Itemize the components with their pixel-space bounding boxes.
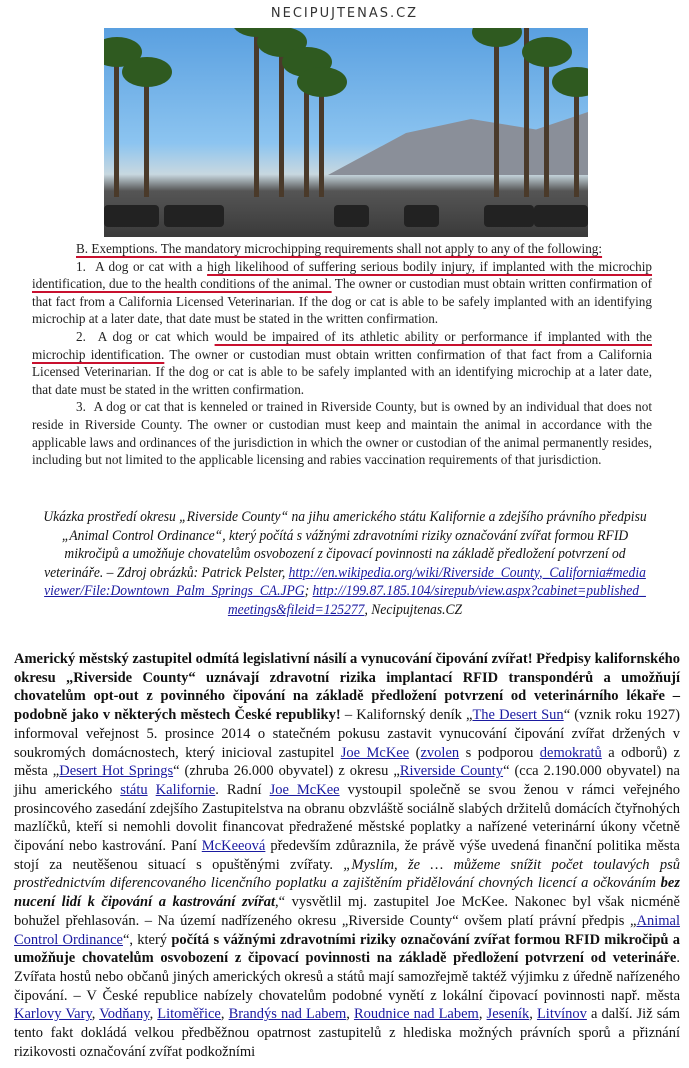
article-text: , — [220, 1006, 229, 1023]
image-caption — [43, 508, 648, 619]
car — [534, 205, 588, 227]
article-body — [14, 650, 680, 1061]
ordinance-heading: B. Exemptions. The mandatory microchipping requirements shall not apply to any of the following: — [76, 241, 603, 256]
car — [484, 205, 534, 227]
car — [334, 205, 369, 227]
palm-tree — [574, 77, 579, 197]
article-link[interactable]: zvolen — [420, 744, 460, 761]
caption-text: Ukázka prostředí okresu „Riverside County“ na jihu amerického státu Kalifornie a zdejšího právního předpisu „Animal Control Ordinance“, který počítá s vážnými zdravotními riziky označování zvířat formou RFID mikročipů a umožňuje chovatelům osvobození z čipovací povinnosti na základě předložení potvrzení od veterináře. – Zdroj obrázků: Patrick Pelster, — [43, 509, 647, 581]
palm-tree — [114, 47, 119, 197]
article-text: – Kalifornský deník „ — [340, 707, 473, 724]
article-link[interactable]: Karlovy Vary — [14, 1006, 92, 1023]
article-link[interactable]: demokratů — [539, 744, 602, 761]
article-link[interactable]: Litoměřice — [157, 1006, 221, 1023]
ordinance-excerpt-image — [32, 240, 652, 469]
article-text: vystoupil společně se svou ženou v rámci veřejného prosincového zasedání zdejšího Zastupitelstva na obranu obzvláště sociálně slabých držitelů domácích čtyřnohých mazlíčků, kteří si nemohli dovolit financovat předražené městské poplatky a nařízené veterinární úkony včetně čipování nebo kastrování. Paní — [14, 781, 680, 855]
article-text — [148, 782, 156, 798]
article-text: “ (zhruba 26.000 obyvatel) z okresu „ — [173, 763, 400, 780]
caption-tail: , Necipujtenas.CZ — [364, 601, 463, 618]
article-text: , — [346, 1006, 354, 1023]
ordinance-item-number: 3. — [76, 399, 86, 415]
article-text: ( — [409, 744, 421, 761]
article-link[interactable]: The Desert Sun — [472, 707, 564, 724]
ordinance-item-text: A dog or cat that is kenneled or trained in Riverside County, but is owned by an individual that does not reside in Riverside County. The owner or custodian must keep and maintain the animal in accordance with the applicable laws and ordinances of the jurisdiction in which the owner or custodian of the animal permanently resides, including but not limited to the applicable licensing and rabies vaccination requirements of that jurisdiction. — [32, 399, 653, 468]
palm-tree — [144, 67, 149, 197]
car — [164, 205, 224, 227]
article-link[interactable]: Joe McKee — [340, 744, 410, 761]
ordinance-item-text: The owner or custodian must obtain written confirmation of that fact from a California Licensed Veterinarian. If the dog or cat is able to be safely implanted with an identifying microchip at a later date, that date must be stated in the written confirmation. — [32, 276, 652, 327]
article-text: , — [529, 1006, 537, 1023]
car — [104, 205, 159, 227]
article-link[interactable]: Litvínov — [536, 1006, 587, 1023]
article-text: “, který — [122, 931, 172, 948]
ordinance-item-text: A dog or cat with a — [95, 258, 208, 274]
article-text: a odborů) z města „ — [14, 744, 680, 780]
article-link[interactable]: Roudnice nad Labem — [353, 1006, 479, 1023]
ordinance-item-number: 2. — [76, 328, 86, 344]
ordinance-item — [32, 328, 652, 398]
article-text: bez nucení lidí k čipování a kastrování zvířat — [14, 875, 680, 911]
article-text: a další. Již sám tento fakt dokládá velkou předběžnou opatrnost zastupitelů z hlediska možných právních sporů a přiznání rizikovosti označování zvířat podkožními — [14, 1006, 681, 1060]
article-link[interactable]: Vodňany — [99, 1006, 150, 1023]
article-text: . Zvířata hostů nebo občanů jiných amerických okresů a států mají samozřejmě taktéž výjimku z úředně nařízeného čipování. – V České republice nabízely chovatelům podobné vynětí z lokální čipovací povinnosti např. města — [14, 950, 680, 1004]
palm-tree — [254, 28, 259, 197]
source-link-wikipedia[interactable]: http://en.wikipedia.org/wiki/Riverside_County,_California#mediaviewer/File:Downtown_Palm_Springs_CA.JPG — [44, 564, 646, 599]
article-text: . Radní — [215, 781, 270, 798]
article-text: , — [478, 1006, 487, 1023]
ordinance-item — [32, 258, 652, 328]
article-link[interactable]: McKeeová — [201, 838, 266, 855]
article-link[interactable]: Desert Hot Springs — [59, 763, 174, 780]
caption-separator: ; — [304, 583, 313, 599]
article-link[interactable]: Brandýs nad Labem — [228, 1006, 347, 1023]
article-link[interactable]: Joe McKee — [269, 781, 340, 798]
ordinance-item-highlight: would be impaired of its athletic ability or performance if implanted with the microchip identification. — [32, 328, 652, 362]
palm-tree — [544, 47, 549, 197]
article-text: Americký městský zastupitel odmítá legislativní násilí a vynucování čipování zvířat! Předpisy kalifornského okresu „Riverside County“ uznávají zdravotní rizika implantací RFID transpondérů a umožňují chovatelům opt-out z povinného čipování na základě předložení potvrzení od veterinárního lékaře – podobně jako v některých městech České republiky! — [14, 651, 680, 724]
mountains — [328, 105, 588, 175]
ordinance-item-text: The owner or custodian must obtain written confirmation of that fact from a California Licensed Veterinarian. If the dog or cat is able to be safely implanted with an identifying microchip at a later date, that date must be stated in the written confirmation. — [32, 346, 652, 397]
palm-springs-street-photo — [104, 28, 588, 237]
article-text: , — [149, 1006, 158, 1023]
article-text: „Myslím, že … můžeme snížit počet toulavých psů prostřednictvím diferencovaného licenčního poplatku a zajištěním přidělování chovných licencí a očkováním — [14, 856, 680, 892]
ordinance-item-number: 1. — [76, 258, 86, 274]
article-link[interactable]: Jeseník — [486, 1006, 530, 1023]
article-text: “ (vznik roku 1927) informoval veřejnost 5. prosince 2014 o statečném pokusu zastavit vynucování čipování zvířat držených v soukromých domácnostech, který inicioval zastupitel — [14, 707, 681, 761]
palm-tree — [319, 77, 324, 197]
article-text: počítá s vážnými zdravotními riziky označování zvířat formou RFID mikročipů a umožňuje chovatelům osvobození z čipovací povinnosti na základě předložení potvrzení od veterináře — [14, 931, 680, 967]
article-text: “ (cca 2.190.000 obyvatel) na jihu amerického — [14, 763, 680, 798]
article-text: ,“ vysvětlil mj. zastupitel Joe McKee. Nakonec byl však nicméně bohužel přehlasován. – Na území nadřízeného okresu „Riverside County“ ovšem platí právní předpis „ — [14, 894, 680, 929]
article-link[interactable]: Kalifornie — [155, 781, 216, 798]
source-link-sirepub[interactable]: http://199.87.185.104/sirepub/view.aspx?cabinet=published_meetings&fileid=125277 — [227, 583, 646, 618]
palm-tree — [494, 28, 499, 197]
article-link[interactable]: Riverside County — [399, 763, 504, 780]
ordinance-item — [32, 398, 652, 468]
site-watermark: NECIPUJTENAS.CZ — [270, 6, 419, 21]
ordinance-item-highlight: high likelihood of suffering serious bodily injury, if implanted with the microchip identification, due to the health conditions of the animal. — [32, 258, 653, 292]
article-link[interactable]: státu — [120, 781, 148, 798]
ordinance-item-text: A dog or cat which — [97, 328, 215, 344]
article-text: s podporou — [459, 744, 540, 761]
article-text: , — [91, 1006, 100, 1023]
car — [404, 205, 439, 227]
article-text: především zdůraznila, že právě výše uvedená finanční politika města stojí za neutěšenou situací s opuštěnými zvířaty. — [14, 838, 680, 873]
article-link[interactable]: Animal Control Ordinance — [14, 912, 680, 948]
